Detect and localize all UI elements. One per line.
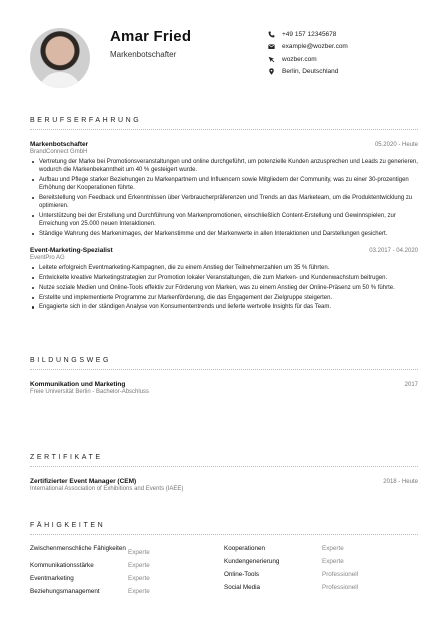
list-item: Aufbau und Pflege starker Beziehungen zu Markenpartnern und Influencern sowie Mitgliedern der Community, was zu einer 30-prozentigen Erhöhung der Kooperationen führte.: [30, 176, 418, 192]
list-item: Bereitstellung von Feedback und Erkenntnissen über Verbraucherpräferenzen und Trends an das Marketeam, um die Produktentwicklung zu optimieren.: [30, 194, 418, 210]
phone-icon: [268, 31, 275, 38]
skills-grid: [30, 545, 418, 601]
skill-name: Kooperationen: [224, 545, 265, 552]
list-item: Leitete erfolgreich Eventmarketing-Kampagnen, die zu einem Anstieg der Teilnehmerzahlen um 35 % führten.: [30, 264, 418, 272]
skills-column-left: [30, 545, 224, 601]
skill-level: Experte: [128, 575, 150, 582]
list-item: Engagierte sich in der ständigen Analyse von Konsumententrends und lieferte wertvolle Insights für das Team.: [30, 303, 418, 311]
education-title: Kommunikation und Marketing: [30, 381, 126, 388]
skills-column-right: [224, 545, 418, 601]
skill-name: Kommunikationsstärke: [30, 562, 94, 569]
contact-email: [268, 41, 348, 53]
certificates-section: [30, 454, 418, 492]
skill-item: [30, 562, 224, 570]
education-institution: Freie Universität Berlin - Bachelor-Abschluss: [30, 389, 150, 395]
skill-name: Beziehungsmanagement: [30, 588, 100, 595]
certificate-issuer: International Association of Exhibitions and Events (IAEE): [30, 486, 184, 492]
experience-section: [30, 117, 418, 313]
certificate-date: 2018 - Heute: [383, 479, 418, 485]
location-pin-icon: [268, 68, 275, 75]
email-text: example@wozber.com: [282, 43, 348, 50]
section-title: FÄHIGKEITEN: [30, 522, 106, 529]
skill-level: Professionell: [322, 584, 359, 591]
location-text: Berlin, Deutschland: [282, 68, 339, 75]
job-date: 05.2020 - Heute: [374, 142, 418, 148]
website-text: wozber.com: [282, 55, 317, 63]
skill-name: Online-Tools: [224, 571, 259, 578]
job-bullets: [30, 264, 418, 311]
education-entry: [30, 381, 418, 395]
section-divider: [30, 534, 418, 535]
candidate-name: Amar Fried: [110, 28, 192, 45]
list-item: Ständige Wahrung des Markenimages, der Markenstimme und der Markenwerte in allen Interaktionen und Darstellungen gesichert.: [30, 230, 418, 238]
job-company: BrandConnect GmbH: [30, 149, 88, 155]
skill-name: Kundengenerierung: [224, 558, 280, 565]
skill-item: [224, 584, 418, 592]
skill-level: Professionell: [322, 571, 359, 578]
job-entry: [30, 141, 418, 238]
list-item: Unterstützung bei der Erstellung und Durchführung von Markenpromotionen, einschließlich Content-Erstellung und Gewinnspielen, zur Erreichung von 25.000 neuen Interaktionen.: [30, 212, 418, 228]
phone-text: +49 157 12345678: [282, 30, 337, 38]
skill-level: Experte: [128, 588, 150, 595]
skills-section: [30, 522, 418, 601]
skill-item: [224, 571, 418, 579]
contact-website: [268, 53, 348, 65]
section-divider: [30, 129, 418, 130]
cursor-icon: [268, 56, 275, 63]
skill-level: Experte: [128, 562, 150, 569]
list-item: Vertretung der Marke bei Promotionsveranstaltungen und online durchgeführt, um potenzielle Kunden anzusprechen und Leads zu generieren, wodurch die Markenbekanntheit um 40 % gesteigert wurde.: [30, 158, 418, 174]
skill-item: [30, 545, 224, 557]
skill-item: [224, 545, 418, 553]
skill-name: Eventmarketing: [30, 575, 74, 582]
section-divider: [30, 369, 418, 370]
list-item: Nutze soziale Medien und Online-Tools effektiv zur Förderung von Marken, was zu einem Anstieg der Online-Präsenz um 50 % führte.: [30, 284, 418, 292]
job-date: 03.2017 - 04.2020: [369, 248, 418, 255]
resume-header: [30, 28, 424, 92]
mail-icon: [268, 43, 275, 50]
job-company: EventPro AG: [30, 255, 65, 262]
certificate-entry: [30, 478, 418, 492]
job-entry: [30, 247, 418, 311]
skill-name: Social Media: [224, 584, 261, 591]
contact-location: [268, 66, 348, 78]
section-title: ZERTIFIKATE: [30, 454, 103, 461]
skill-item: [30, 575, 224, 583]
skill-item: [30, 588, 224, 596]
job-title: Event-Marketing-Spezialist: [30, 247, 113, 255]
contact-list: [268, 28, 348, 78]
skill-name: Zwischenmenschliche Fähigkeiten: [30, 545, 126, 552]
candidate-role: Markenbotschafter: [110, 50, 177, 59]
job-bullets: [30, 158, 418, 238]
section-divider: [30, 466, 418, 467]
skill-item: [224, 558, 418, 566]
education-date: 2017: [404, 382, 418, 388]
section-title: BILDUNGSWEG: [30, 357, 112, 364]
skill-level: Experte: [322, 558, 344, 565]
list-item: Entwickelte kreative Marketingstrategien zur Promotion lokaler Veranstaltungen, die zum Marken- und Kundenwachstum beitrugen.: [30, 274, 418, 282]
contact-phone: [268, 28, 348, 40]
section-title: BERUFSERFAHRUNG: [30, 117, 142, 124]
skill-level: Experte: [128, 549, 150, 556]
list-item: Erstellte und implementierte Programme zur Markenförderung, die das Engagement der Zielgruppe steigerten.: [30, 294, 418, 302]
avatar: [30, 28, 90, 88]
skill-level: Experte: [322, 545, 344, 552]
education-section: [30, 357, 418, 395]
certificate-title: Zertifizierter Event Manager (CEM): [30, 478, 137, 485]
job-title: Markenbotschafter: [30, 141, 89, 148]
